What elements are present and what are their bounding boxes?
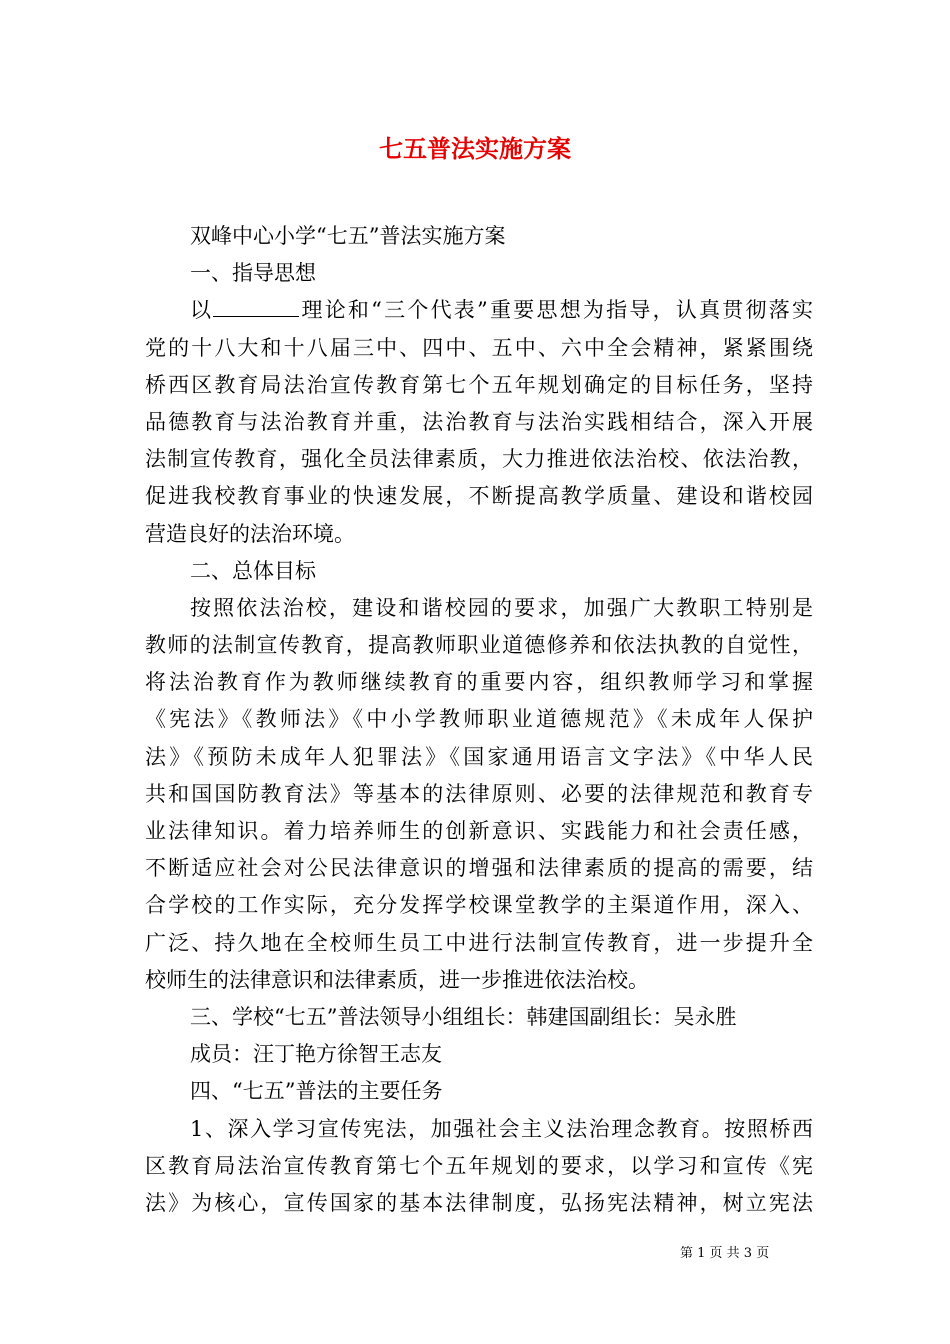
section-heading-4: 四、“七五”普法的主要任务: [190, 1079, 443, 1104]
paragraph-line: [145, 292, 813, 329]
paragraph-line: 营造良好的法治环境。: [145, 521, 355, 546]
subtitle: 双峰中心小学“七五”普法实施方案: [190, 224, 506, 248]
section-heading-3: 三、学校“七五”普法领导小组组长：韩建国副组长：吴永胜: [190, 1004, 737, 1029]
paragraph-line: 教师的法制宣传教育，提高教师职业道德修养和依法执教的自觉性，: [145, 633, 813, 658]
section-heading-2: 二、总体目标: [190, 558, 316, 583]
paragraph-line: 法》为核心，宣传国家的基本法律制度，弘扬宪法精神，树立宪法: [145, 1190, 813, 1215]
paragraph-line: 桥西区教育局法治宣传教育第七个五年规划确定的目标任务，坚持: [145, 372, 813, 397]
paragraph-line: 业法律知识。着力培养师生的创新意识、实践能力和社会责任感，: [145, 819, 813, 843]
paragraph-line: 区教育局法治宣传教育第七个五年规划的要求，以学习和宣传《宪: [145, 1153, 813, 1178]
page-number: 第 1 页 共 3 页: [680, 1246, 770, 1261]
paragraph-line: 法制宣传教育，强化全员法律素质，大力推进依法治校、依法治教，: [145, 447, 813, 472]
paragraph-line: 广泛、持久地在全校师生员工中进行法制宣传教育，进一步提升全: [145, 930, 813, 955]
paragraph-line: 按照依法治校，建设和谐校园的要求，加强广大教职工特别是: [190, 595, 813, 620]
paragraph-line: 《宪法》《教师法》《中小学教师职业道德规范》《未成年人保护: [145, 707, 813, 732]
paragraph-line: 合学校的工作实际，充分发挥学校课堂教学的主渠道作用，深入、: [145, 893, 813, 918]
section-heading-1: 一、指导思想: [190, 261, 316, 286]
paragraph-line: 1、深入学习宣传宪法，加强社会主义法治理念教育。按照桥西: [190, 1116, 813, 1141]
blank-underline: [213, 295, 299, 317]
paragraph-line: 法》《预防未成年人犯罪法》《国家通用语言文字法》《中华人民: [145, 744, 813, 769]
paragraph-line: 不断适应社会对公民法律意识的增强和法律素质的提高的需要，结: [145, 856, 813, 881]
paragraph-line: 共和国国防教育法》等基本的法律原则、必要的法律规范和教育专: [145, 781, 813, 806]
paragraph-text: 理论和“三个代表”重要思想为指导，认真贯彻落实: [299, 298, 813, 323]
paragraph-line: 校师生的法律意识和法律素质，进一步推进依法治校。: [145, 967, 649, 992]
paragraph-line: 党的十八大和十八届三中、四中、五中、六中全会精神，紧紧围绕: [145, 335, 813, 360]
document-body: [145, 218, 813, 1222]
paragraph-text: 以: [190, 298, 214, 323]
document-title: 七五普法实施方案: [379, 134, 571, 163]
paragraph-line: 品德教育与法治教育并重，法治教育与法治实践相结合，深入开展: [145, 409, 813, 434]
paragraph-line: 将法治教育作为教师继续教育的重要内容，组织教师学习和掌握: [145, 670, 813, 695]
paragraph-line: 促进我校教育事业的快速发展，不断提高教学质量、建设和谐校园: [145, 484, 813, 509]
members-line: 成员：汪丁艳方徐智王志友: [190, 1042, 442, 1067]
